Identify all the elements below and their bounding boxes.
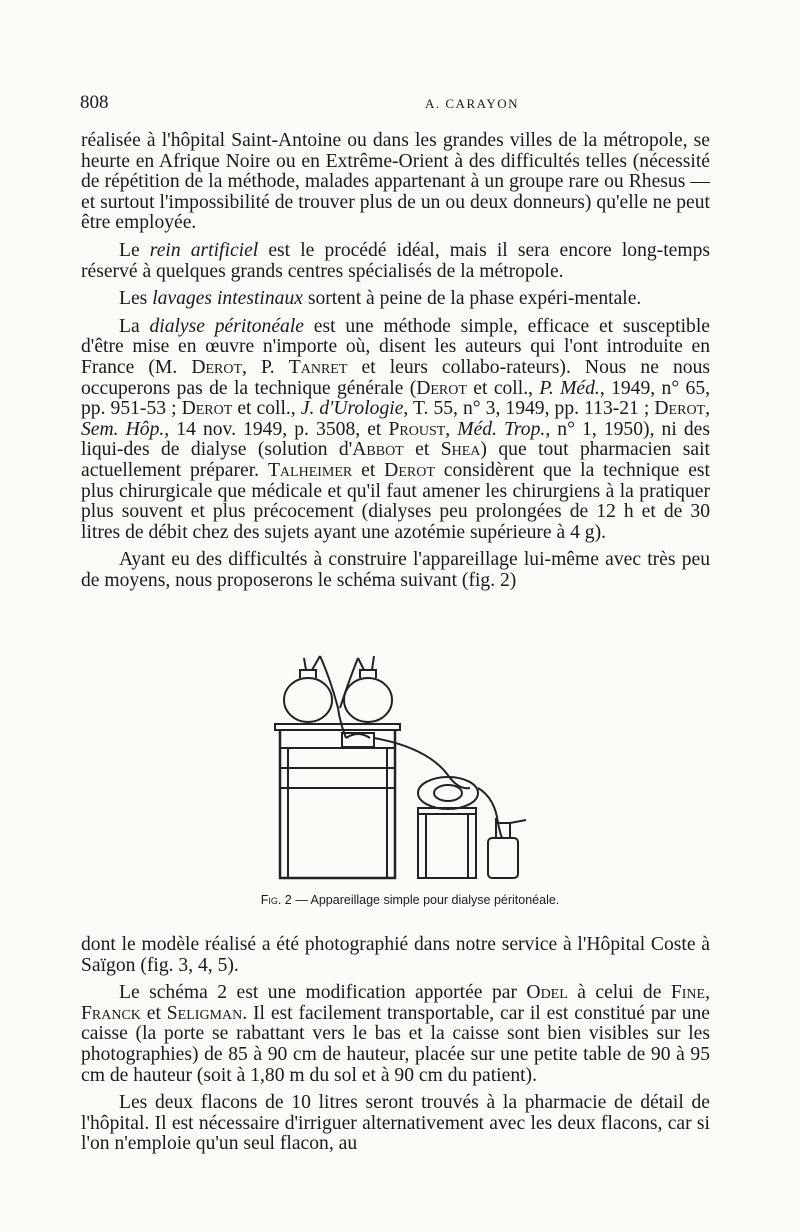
- author-name: Odel: [526, 982, 568, 1004]
- text-block-upper: [81, 131, 710, 598]
- figure-label: Fig. 2: [260, 893, 292, 907]
- paragraph: Les deux flacons de 10 litres seront trouvés à la pharmacie de détail de l'hôpital. Il est nécessaire d'irriguer alternativement avec les deux flacons, car si l'on n'emploie qu'un seul flacon, au: [81, 1092, 710, 1155]
- running-head: A. CARAYON: [425, 96, 519, 111]
- author-name: Derot: [654, 398, 706, 420]
- figure-caption: [200, 893, 620, 907]
- paragraph: réalisée à l'hôpital Saint-Antoine ou dans les grandes villes de la métropole, se heurte en Afrique Noire ou en Extrême-Orient à des difficultés telles (nécessité de répétition de la méthode, malades appartenant à un groupe rare ou Rhesus — et surtout l'impossibilité de trouver plus de un ou deux donneurs) qu'elle ne peut être employée.: [81, 130, 710, 234]
- author-name: Franck: [81, 1002, 141, 1024]
- author-name: Seligman: [166, 1002, 243, 1024]
- paragraph: Ayant eu des difficultés à construire l'appareillage lui-même avec très peu de moyens, nous proposerons le schéma suivant (fig. 2): [81, 549, 710, 591]
- author-name: Derot: [181, 398, 233, 420]
- flask-left: [284, 678, 332, 722]
- apparatus-drawing: [230, 648, 590, 888]
- author-name: Tanret: [288, 356, 348, 378]
- author-name: Derot: [416, 377, 467, 399]
- author-name: Derot: [384, 459, 435, 481]
- paragraph: Le schéma 2 est une modification apportée par Odel à celui de Fine, Franck et Seligman. Il est facilement transportable, car il est constitué par une caisse (la porte se rabattant vers le bas et la caisse sont bien visibles sur les photographies) de 85 à 90 cm de hauteur, placée sur une petite table de 90 à 95 cm de hauteur (soit à 1,80 m du sol et à 90 cm du patient).: [81, 982, 710, 1086]
- page-number: 808: [80, 92, 109, 113]
- paragraph: dont le modèle réalisé a été photographié dans notre service à l'Hôpital Coste à Saïgon (fig. 3, 4, 5).: [81, 934, 710, 976]
- author-name: Talheimer: [267, 459, 353, 481]
- author-name: Derot: [191, 356, 243, 378]
- box-frame: [280, 728, 395, 878]
- author-name: Fine: [670, 982, 706, 1004]
- author-name: Proust: [388, 418, 446, 440]
- emphasis: lavages intestinaux: [152, 288, 303, 310]
- figure-dialysis-apparatus: [230, 648, 590, 888]
- paragraph: Les lavages intestinaux sortent à peine de la phase expéri-mentale.: [119, 288, 642, 310]
- emphasis: rein artificiel: [149, 239, 259, 261]
- page-header: [80, 92, 710, 118]
- author-name: Abbot: [352, 439, 404, 461]
- paragraph: Le rein artificiel est le procédé idéal, mais il sera encore long-temps réservé à quelques grands centres spécialisés de la métropole.: [81, 239, 710, 282]
- paragraph: La dialyse péritonéale est une méthode simple, efficace et susceptible d'être mise en œuvre n'importe où, disent les auteurs qui l'ont introduite en France (M. Derot, P. Tanret et leurs collabo-rateurs). Nous ne nous occuperons pas de la technique générale (Derot et coll., P. Méd., 1949, n° 65, pp. 951-53 ; Derot et coll., J. d'Urologie, T. 55, n° 3, 1949, pp. 113-21 ; Derot, Sem. Hôp., 14 nov. 1949, p. 3508, et Proust, Méd. Trop., n° 1, 1950), ni des liqui-des de dialyse (solution d'Abbot et Shea) que tout pharmacien sait actuellement préparer. Talheimer et Derot considèrent que la technique est plus chirurgicale que médicale et qu'il faut amener les chirurgiens à la pratiquer plus souvent et plus précocement (dialyses peu prolongées de 12 h et de 30 litres de débit chez des sujets ayant une azotémie supérieure à 4 g).: [81, 315, 711, 543]
- caption-text: — Appareillage simple pour dialyse péritonéale.: [291, 893, 560, 907]
- text-block-lower: [81, 935, 710, 1162]
- author-name: Shea: [440, 439, 481, 461]
- collection-bottle: [488, 838, 518, 878]
- heating-basin: [342, 733, 374, 747]
- peritoneal-device: [418, 777, 478, 809]
- flask-right: [344, 678, 392, 722]
